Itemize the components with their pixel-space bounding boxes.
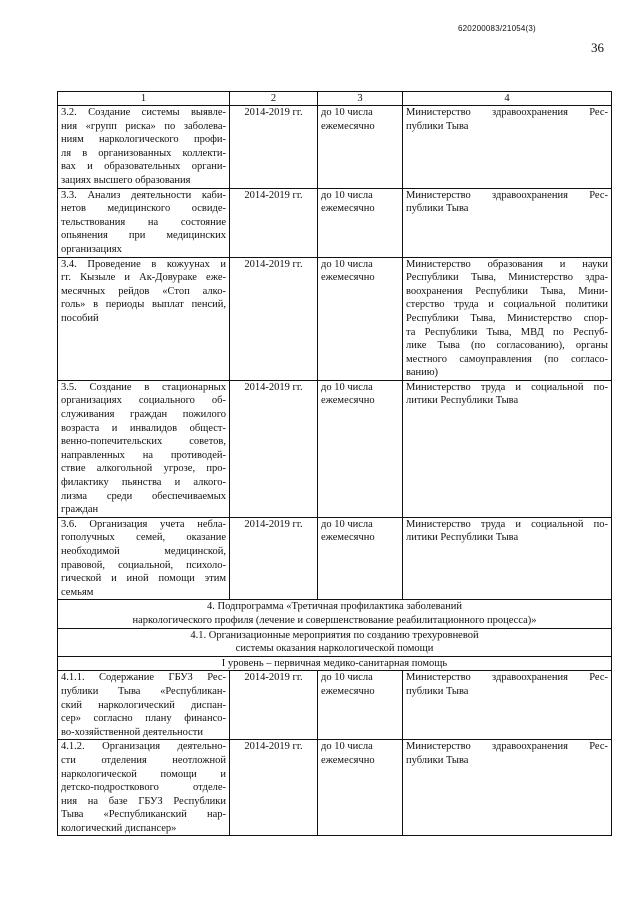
deadline-cell-line: ежемесячно [321,685,375,697]
subprogram-title [58,600,612,628]
measure-description-line: 4.1.1. Содержание ГБУЗ Рес- [61,672,226,684]
responsible-cell [403,188,612,257]
measure-description-line: семьям [61,586,94,598]
responsible-cell [403,257,612,380]
deadline-cell-line: до 10 числа [321,518,373,530]
deadline-cell-line: до 10 числа [321,107,373,118]
responsible-cell-line: Министерство здравоохранения Рес- [406,189,608,201]
section-title-line: 4.1. Организационные мероприятия по созданию трехуровневой [190,629,479,641]
measure-description-line: организациях [61,243,122,255]
responsible-cell-line: местного самоуправления (по согласо- [406,353,608,365]
measure-description [58,106,230,189]
measure-description-line: ниям наркологического профи- [61,134,226,146]
period-cell: 2014-2019 гг. [230,380,318,517]
deadline-cell-line: до 10 числа [321,189,373,201]
period-cell: 2014-2019 гг. [230,188,318,257]
measure-description-line: правовой, социальной, психоло- [61,559,226,571]
measure-description-line: во-хозяйственной деятельности [61,726,203,738]
responsible-cell-line: Республики Тыва, Министерство спор- [406,312,608,324]
deadline-cell [318,380,403,517]
measure-description-line: ния «групп риска» по заболева- [61,120,226,132]
subprogram-title-line: 4. Подпрограмма «Третичная профилактика заболеваний [207,601,462,613]
table-row [58,671,612,740]
table-row [58,380,612,517]
measure-description-line: опьянения при медицинских [61,230,226,242]
responsible-cell-line: Министерство здравоохранения Рес- [406,107,608,118]
responsible-cell-line: стерство труда и социальной политики [406,299,608,311]
measure-description-line: направленных на противодей- [61,449,226,461]
measure-description-line: месячных рейдов «Стоп алко- [61,285,226,297]
responsible-cell-line: литики Республики Тыва [406,532,519,544]
measure-description-line: голь» в периоды выплат пенсий, [61,299,226,311]
period-cell: 2014-2019 гг. [230,517,318,600]
measure-description [58,257,230,380]
measure-description-line: лизма среди обеспечиваемых [61,490,226,502]
measure-description-line: филактику пьянства и алкого- [61,477,226,489]
responsible-cell-line: Министерство здравоохранения Рес- [406,741,608,753]
deadline-cell-line: до 10 числа [321,741,373,753]
measure-description-line: граждан [61,504,99,516]
column-header-1: 1 [58,92,230,106]
measure-description-line: зациях высшего образования [61,174,191,186]
deadline-cell-line: ежемесячно [321,532,375,544]
column-header-3: 3 [318,92,403,106]
measure-description-line: 3.6. Организация учета небла- [61,518,226,530]
table-header-row [58,92,612,106]
deadline-cell-line: до 10 числа [321,258,373,270]
deadline-cell-line: ежемесячно [321,272,375,284]
level-title-line: I уровень – первичная медико-санитарная помощь [221,657,448,669]
responsible-cell-line: публики Тыва [406,120,469,132]
measure-description-line: служивания граждан пожилого [61,409,226,421]
deadline-cell-line: ежемесячно [321,203,375,215]
deadline-cell-line: до 10 числа [321,672,373,684]
measure-description [58,671,230,740]
measure-description-line: 3.2. Создание системы выявле- [61,107,226,118]
deadline-cell [318,188,403,257]
responsible-cell-line: публики Тыва [406,685,469,697]
deadline-cell-line: ежемесячно [321,754,375,766]
measure-description-line: 4.1.2. Организация деятельно- [61,741,226,753]
responsible-cell-line: Министерство здравоохранения Рес- [406,672,608,684]
responsible-cell-line: воохранения Республики Тыва, Мини- [406,285,608,297]
measure-description-line: пособий [61,312,99,324]
responsible-cell-line: та Республики Тыва, МВД по Респуб- [406,326,608,338]
period-cell: 2014-2019 гг. [230,257,318,380]
deadline-cell [318,106,403,189]
responsible-cell [403,671,612,740]
deadline-cell-line: до 10 числа [321,381,373,393]
measure-description-line: 3.4. Проведение в кожуунах и [61,258,226,270]
measure-description-line: сти отделения неотложной [61,754,226,766]
measure-description-line: необходимой медицинской, [61,546,226,557]
measure-description-line: кологический диспансер» [61,822,177,834]
table-row [58,740,612,836]
measure-description-line: Тыва «Республиканский нар- [61,809,226,821]
table-row [58,188,612,257]
measure-description [58,188,230,257]
period-cell: 2014-2019 гг. [230,106,318,189]
responsible-cell [403,740,612,836]
responsible-cell [403,517,612,600]
measure-description-line: тельствования на состояние [61,216,226,228]
measure-description [58,740,230,836]
measure-description-line: вах и образовательных органи- [61,161,226,173]
responsible-cell-line: публики Тыва [406,203,469,215]
measure-description [58,380,230,517]
measure-description-line: нетов медицинского освиде- [61,203,226,215]
measures-table [57,91,612,836]
responsible-cell-line: Министерство образования и науки [406,258,608,270]
measure-description-line: детско-подросткового отделе- [61,782,226,794]
measure-description-line: ский наркологический диспан- [61,699,226,711]
deadline-cell [318,517,403,600]
measure-description-line: гг. Кызыле и Ак-Довураке еже- [61,272,226,284]
level-title [58,656,612,671]
document-id: 620200083/21054(3) [458,24,536,33]
section-title-row [58,628,612,656]
period-cell: 2014-2019 гг. [230,740,318,836]
responsible-cell-line: ванию) [406,367,439,379]
table-row [58,517,612,600]
measure-description-line: гополучных семей, оказание [61,532,226,544]
level-title-row [58,656,612,671]
measure-description-line: гической и иной помощи этим [61,573,226,585]
measure-description-line: венно-попечительских советов, [61,436,226,448]
measure-description-line: ния на базе ГБУЗ Республики [61,795,226,807]
section-title-line: системы оказания наркологической помощи [235,643,434,655]
responsible-cell-line: лике Тыва (по согласованию), органы [406,340,608,352]
responsible-cell-line: Министерство труда и социальной по- [406,518,608,530]
subprogram-title-row [58,600,612,628]
responsible-cell [403,106,612,189]
responsible-cell-line: публики Тыва [406,754,469,766]
period-cell: 2014-2019 гг. [230,671,318,740]
measure-description-line: сер» согласно плану финансо- [61,713,226,725]
measure-description-line: наркологической помощи и [61,768,226,780]
section-title [58,628,612,656]
deadline-cell [318,671,403,740]
measure-description-line: 3.3. Анализ деятельности каби- [61,189,226,201]
deadline-cell [318,257,403,380]
measure-description [58,517,230,600]
column-header-4: 4 [403,92,612,106]
measure-description-line: ля в организованных коллекти- [61,147,226,159]
table-row [58,106,612,189]
measure-description-line: организациях социального об- [61,395,226,407]
column-header-2: 2 [230,92,318,106]
responsible-cell [403,380,612,517]
measure-description-line: ствие алкогольной угрозе, про- [61,463,226,475]
measure-description-line: публики Тыва «Республикан- [61,685,226,697]
responsible-cell-line: литики Республики Тыва [406,395,519,407]
subprogram-title-line: наркологического профиля (лечение и совершенствование реабилитационного процесса)» [132,614,537,626]
deadline-cell-line: ежемесячно [321,120,375,132]
deadline-cell [318,740,403,836]
deadline-cell-line: ежемесячно [321,395,375,407]
responsible-cell-line: Республики Тыва, Министерство здра- [406,272,608,284]
measure-description-line: 3.5. Создание в стационарных [61,381,226,393]
measure-description-line: возраста и инвалидов общест- [61,422,226,434]
responsible-cell-line: Министерство труда и социальной по- [406,381,608,393]
table-row [58,257,612,380]
page-number: 36 [591,40,604,55]
